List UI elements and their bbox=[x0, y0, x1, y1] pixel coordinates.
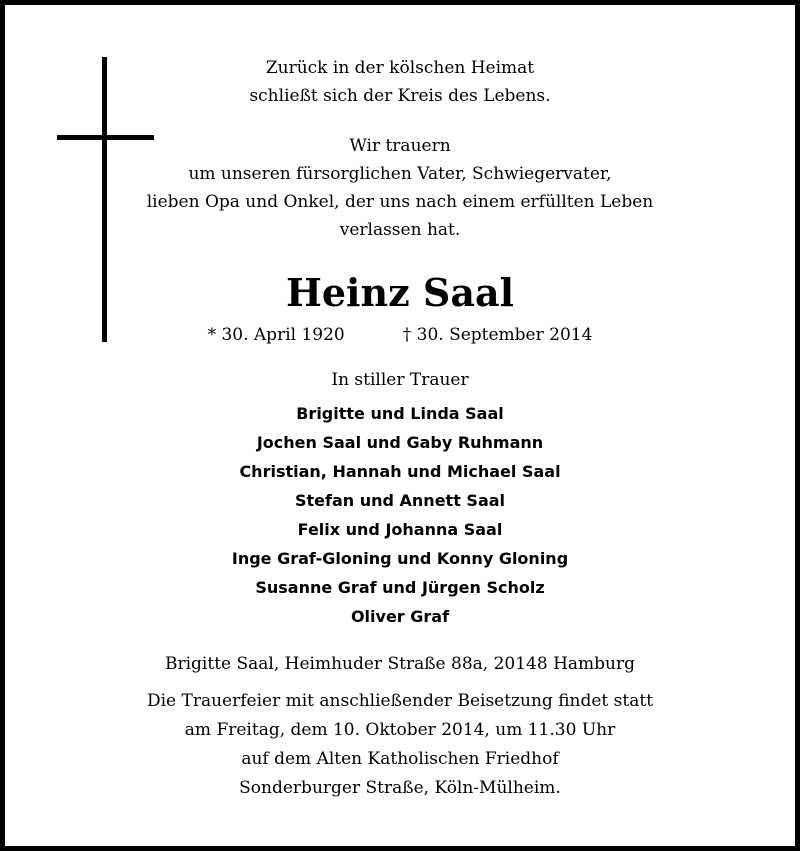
service-line: Die Trauerfeier mit anschließender Beisetzung findet statt bbox=[146, 691, 654, 711]
family-member: Christian, Hannah und Michael Saal bbox=[239, 462, 561, 481]
birth-date: * 30. April 1920 bbox=[207, 325, 345, 345]
mourning-line: Wir trauern bbox=[349, 136, 451, 156]
family-member: Inge Graf-Gloning und Konny Gloning bbox=[231, 549, 569, 568]
trauer-label-text: In stiller Trauer bbox=[331, 370, 469, 390]
family-member: Oliver Graf bbox=[350, 607, 450, 626]
mourning-line: lieben Opa und Onkel, der uns nach einem erfüllten Leben bbox=[146, 192, 654, 212]
service-line: auf dem Alten Katholischen Friedhof bbox=[241, 749, 559, 769]
intro-line: Zurück in der kölschen Heimat bbox=[265, 58, 535, 78]
address-text: Brigitte Saal, Heimhuder Straße 88a, 20148 Hamburg bbox=[164, 654, 635, 674]
service-line: Sonderburger Straße, Köln-Mülheim. bbox=[239, 778, 561, 798]
mourning-text bbox=[0, 132, 800, 244]
intro-text bbox=[0, 54, 800, 110]
mourning-line: um unseren fürsorglichen Vater, Schwiegervater, bbox=[188, 164, 612, 184]
deceased-name: Heinz Saal bbox=[285, 270, 515, 315]
contact-address bbox=[0, 650, 800, 678]
family-list bbox=[0, 399, 800, 631]
service-info bbox=[0, 687, 800, 803]
family-member: Susanne Graf und Jürgen Scholz bbox=[255, 578, 545, 597]
family-member: Jochen Saal und Gaby Ruhmann bbox=[256, 433, 544, 452]
intro-line: schließt sich der Kreis des Lebens. bbox=[249, 86, 551, 106]
life-dates bbox=[0, 321, 800, 349]
family-member: Brigitte und Linda Saal bbox=[296, 404, 504, 423]
service-line: am Freitag, dem 10. Oktober 2014, um 11.30 Uhr bbox=[184, 720, 616, 740]
death-date: † 30. September 2014 bbox=[402, 325, 593, 345]
family-member: Felix und Johanna Saal bbox=[297, 520, 503, 539]
trauer-label bbox=[0, 366, 800, 394]
mourning-line: verlassen hat. bbox=[339, 220, 461, 240]
family-member: Stefan und Annett Saal bbox=[294, 491, 506, 510]
